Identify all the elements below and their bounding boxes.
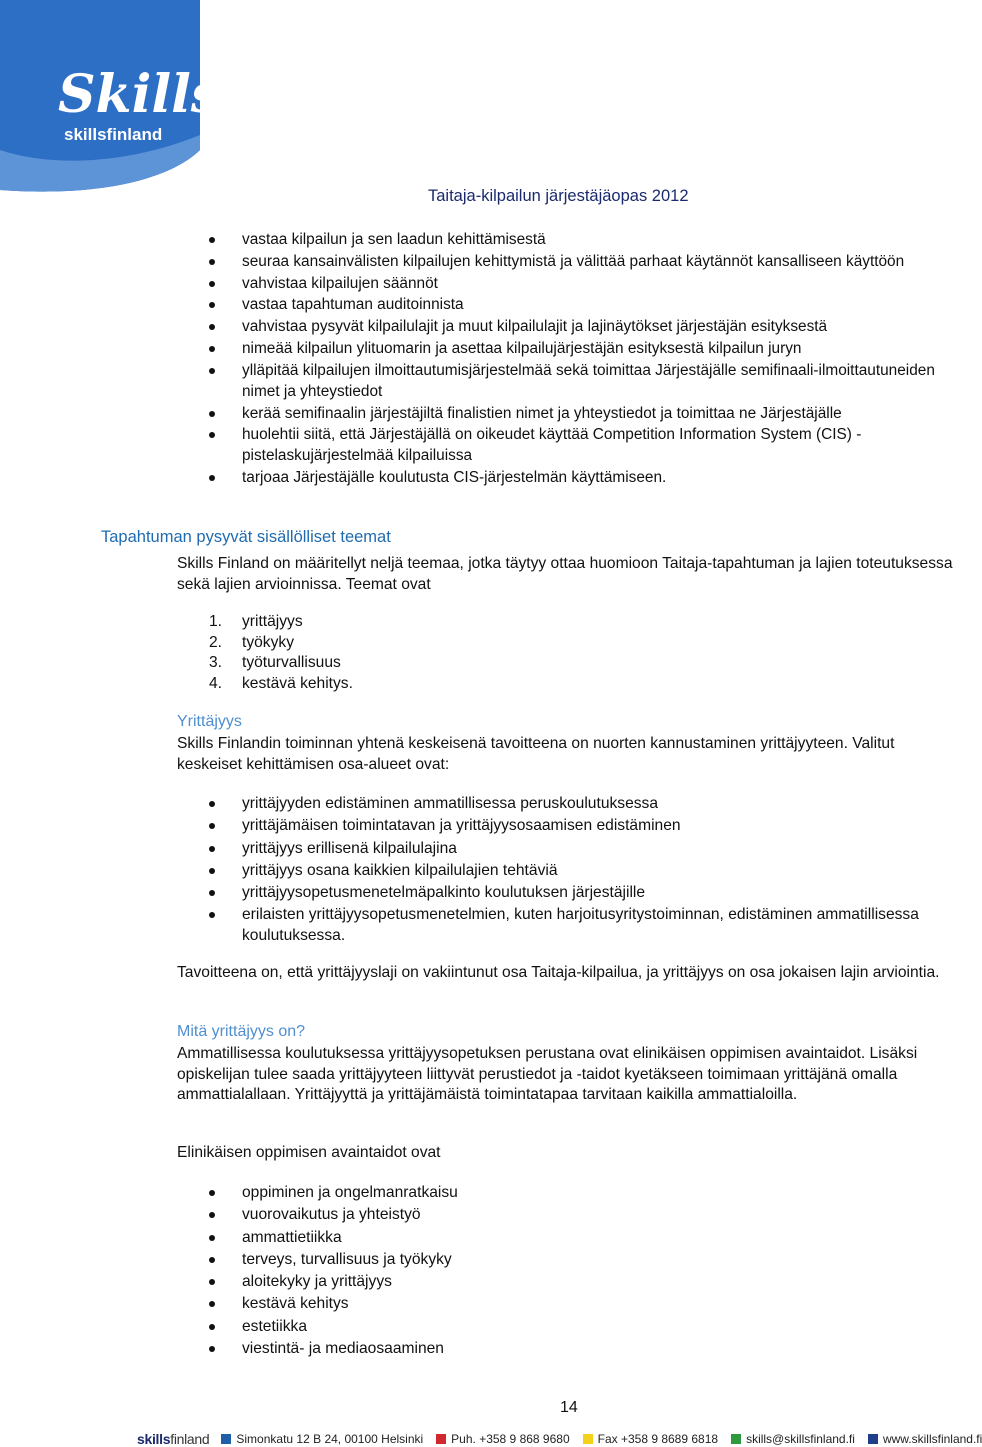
- bullet-icon: [209, 1346, 215, 1352]
- fax-marker-icon: [583, 1434, 593, 1444]
- phone-marker-icon: [436, 1434, 446, 1444]
- bullet-icon: [209, 868, 215, 874]
- list-item: yrittäjyysopetusmenetelmäpalkinto koulutuksen järjestäjille: [242, 882, 958, 903]
- footer-address: Simonkatu 12 B 24, 00100 Helsinki: [221, 1432, 423, 1446]
- footer-phone: Puh. +358 9 868 9680: [436, 1432, 569, 1446]
- list-item: seuraa kansainvälisten kilpailujen kehittymistä ja välittää parhaat käytännöt kansalliseen käyttöön: [242, 251, 958, 272]
- bullet-icon: [209, 281, 215, 287]
- list-item: 4. kestävä kehitys.: [209, 674, 353, 692]
- list-item: ylläpitää kilpailujen ilmoittautumisjärjestelmää sekä toimittaa Järjestäjälle semifinaali-ilmoittautuneiden nimet ja yhteystiedot: [242, 360, 958, 402]
- entrepreneurship-areas-list: [242, 793, 958, 948]
- list-item: aloitekyky ja yrittäjyys: [242, 1271, 942, 1292]
- list-item: 3. työturvallisuus: [209, 654, 341, 671]
- themes-list: [209, 612, 353, 694]
- footer-fax: Fax +358 9 8689 6818: [583, 1432, 718, 1446]
- bullet-icon: [209, 1279, 215, 1285]
- bullet-icon: [209, 1301, 215, 1307]
- list-item: vastaa tapahtuman auditoinnista: [242, 294, 958, 315]
- footer-email[interactable]: skills@skillsfinland.fi: [731, 1432, 855, 1446]
- list-item: viestintä- ja mediaosaaminen: [242, 1338, 942, 1359]
- bullet-icon: [209, 1257, 215, 1263]
- bullet-icon: [209, 475, 215, 481]
- bullet-icon: [209, 846, 215, 852]
- bullet-icon: [209, 368, 215, 374]
- bullet-icon: [209, 302, 215, 308]
- bullet-icon: [209, 1235, 215, 1241]
- themes-intro: Skills Finland on määritellyt neljä teemaa, jotka täytyy ottaa huomioon Taitaja-tapahtuman ja lajien toteutuksessa sekä lajien arvioinnissa. Teemat ovat: [177, 555, 953, 593]
- list-item: yrittäjämäisen toimintatavan ja yrittäjyysosaamisen edistäminen: [242, 815, 958, 836]
- list-item: yrittäjyyden edistäminen ammatillisessa peruskoulutuksessa: [242, 793, 958, 814]
- list-item: ammattietiikka: [242, 1227, 942, 1248]
- skills-finland-logo: [0, 0, 221, 200]
- themes-heading: Tapahtuman pysyvät sisällölliset teemat: [101, 528, 391, 546]
- bullet-icon: [209, 823, 215, 829]
- list-item: vuorovaikutus ja yhteistyö: [242, 1204, 942, 1225]
- address-marker-icon: [221, 1434, 231, 1444]
- footer: [137, 1430, 982, 1447]
- key-skills-list: [242, 1182, 942, 1360]
- web-marker-icon: [868, 1434, 878, 1444]
- footer-web[interactable]: www.skillsfinland.fi: [868, 1432, 982, 1446]
- bullet-icon: [209, 1212, 215, 1218]
- list-item: terveys, turvallisuus ja työkyky: [242, 1249, 942, 1270]
- bullet-icon: [209, 346, 215, 352]
- page-number: 14: [560, 1399, 578, 1416]
- list-item: oppiminen ja ongelmanratkaisu: [242, 1182, 942, 1203]
- list-item: vastaa kilpailun ja sen laadun kehittämisestä: [242, 229, 958, 250]
- key-skills-intro: Elinikäisen oppimisen avaintaidot ovat: [177, 1144, 441, 1161]
- bullet-icon: [209, 411, 215, 417]
- document-title: Taitaja-kilpailun järjestäjäopas 2012: [428, 187, 689, 205]
- list-item: huolehtii siitä, että Järjestäjällä on oikeudet käyttää Competition Information System (CIS) -pistelaskujärjestelmää kilpailuissa: [242, 424, 958, 466]
- email-marker-icon: [731, 1434, 741, 1444]
- bullet-icon: [209, 1190, 215, 1196]
- bullet-icon: [209, 1324, 215, 1330]
- list-item: 2. työkyky: [209, 633, 294, 651]
- svg-text:skillsfinland: skillsfinland: [64, 125, 163, 144]
- what-is-entrepreneurship-body: Ammatillisessa koulutuksessa yrittäjyysopetuksen perustana ovat elinikäisen oppimisen avaintaidot. Lisäksi opiskelijan tulee saada yrittäjyyteen liittyvät perustiedot ja -taidot kyetäkseen toimimaan yrittäjänä omalla ammattialallaan. Yrittäjyyttä ja yrittäjämäistä toimintatapaa tarvitaan kaikilla ammattialoilla.: [177, 1045, 918, 1103]
- bullet-icon: [209, 801, 215, 807]
- bullet-icon: [209, 259, 215, 265]
- list-item: kerää semifinaalin järjestäjiltä finalistien nimet ja yhteystiedot ja toimittaa ne Järjestäjälle: [242, 403, 958, 424]
- list-item: erilaisten yrittäjyysopetusmenetelmien, kuten harjoitusyritystoiminnan, edistäminen ammatillisessa koulutuksessa.: [242, 904, 958, 946]
- list-item: kestävä kehitys: [242, 1293, 942, 1314]
- list-item: nimeää kilpailun ylituomarin ja asettaa kilpailujärjestäjän esityksestä kilpailun juryn: [242, 338, 958, 359]
- what-is-entrepreneurship-heading: Mitä yrittäjyys on?: [177, 1023, 306, 1040]
- bullet-icon: [209, 237, 215, 243]
- bullet-icon: [209, 912, 215, 918]
- list-item: yrittäjyys osana kaikkien kilpailulajien tehtäviä: [242, 860, 958, 881]
- bullet-icon: [209, 324, 215, 330]
- list-item: vahvistaa kilpailujen säännöt: [242, 273, 958, 294]
- entrepreneurship-intro: Skills Finlandin toiminnan yhtenä keskeisenä tavoitteena on nuorten kannustaminen yrittäjyyteen. Valitut keskeiset kehittämisen osa-alueet ovat:: [177, 735, 895, 773]
- responsibilities-list: [242, 229, 958, 489]
- footer-brand: skillsfinland: [137, 1430, 210, 1447]
- svg-text:Skills: Skills: [58, 64, 221, 125]
- list-item: 1. yrittäjyys: [209, 613, 303, 630]
- list-item: tarjoaa Järjestäjälle koulutusta CIS-järjestelmän käyttämiseen.: [242, 467, 958, 488]
- list-item: yrittäjyys erillisenä kilpailulajina: [242, 838, 958, 859]
- bullet-icon: [209, 432, 215, 438]
- entrepreneurship-goal: Tavoitteena on, että yrittäjyyslaji on vakiintunut osa Taitaja-kilpailua, ja yrittäjyys on osa jokaisen lajin arviointia.: [177, 964, 940, 981]
- bullet-icon: [209, 890, 215, 896]
- list-item: vahvistaa pysyvät kilpailulajit ja muut kilpailulajit ja lajinäytökset järjestäjän esityksestä: [242, 316, 958, 337]
- list-item: estetiikka: [242, 1316, 942, 1337]
- entrepreneurship-heading: Yrittäjyys: [177, 713, 242, 730]
